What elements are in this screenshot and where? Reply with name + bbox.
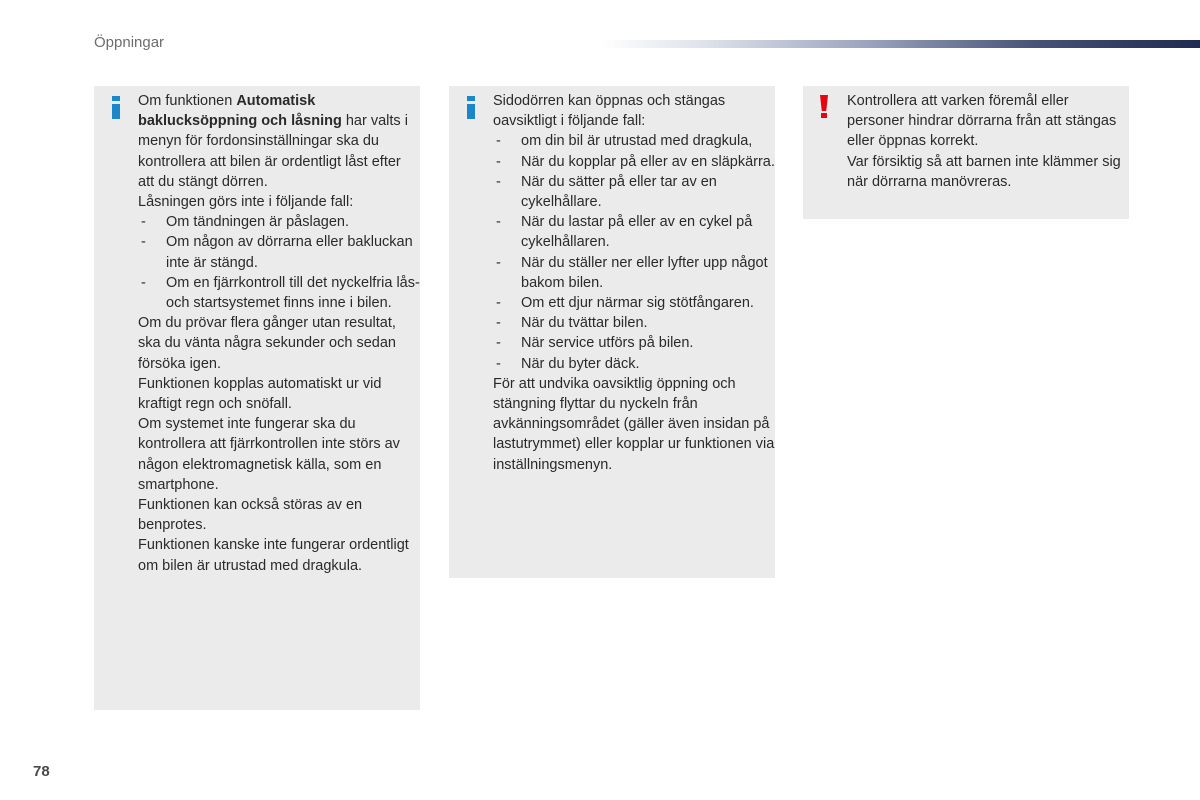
header-gradient-bar bbox=[600, 40, 1200, 48]
paragraph: Funktionen kanske inte fungerar ordentligt om bilen är utrustad med dragkula. bbox=[138, 537, 409, 574]
warning-box-content bbox=[847, 91, 1129, 192]
list-item: - om din bil är utrustad med dragkula, bbox=[493, 131, 775, 151]
warning-box bbox=[803, 86, 1129, 219]
list-intro: Låsningen görs inte i följande fall: bbox=[138, 194, 354, 211]
paragraph: Funktionen kan också störas av en benprotes. bbox=[138, 497, 363, 534]
info-icon bbox=[467, 96, 475, 118]
section-title: Öppningar bbox=[94, 34, 165, 51]
info-box-content bbox=[138, 91, 420, 576]
page-number: 78 bbox=[33, 763, 50, 780]
condition-list bbox=[493, 131, 775, 373]
intro-paragraph: Sidodörren kan öppnas och stängas oavsiktligt i följande fall: bbox=[493, 93, 726, 130]
list-item: - Om en fjärrkontroll till det nyckelfria lås- och startsystemet finns inne i bilen. bbox=[138, 273, 420, 313]
warning-icon bbox=[820, 95, 828, 119]
paragraph: Var försiktig så att barnen inte klämmer sig när dörrarna manövreras. bbox=[847, 153, 1121, 190]
list-item: - När service utförs på bilen. bbox=[493, 333, 775, 353]
intro-text-continued: har valts i menyn för fordonsinställningar ska du kontrollera att bilen är ordentligt låst efter att du stängt dörren. bbox=[138, 113, 408, 190]
list-item: - Om ett djur närmar sig stötfångaren. bbox=[493, 293, 775, 313]
info-box-content bbox=[493, 91, 775, 475]
intro-text: Om funktionen bbox=[138, 93, 237, 109]
intro-paragraph bbox=[138, 91, 420, 192]
list-item: - Om någon av dörrarna eller bakluckan inte är stängd. bbox=[138, 232, 420, 272]
paragraph: Kontrollera att varken föremål eller personer hindrar dörrarna från att stängas eller öppnas korrekt. bbox=[847, 93, 1117, 150]
info-box-side-door bbox=[449, 86, 775, 578]
info-icon bbox=[112, 96, 120, 118]
intro-bold-text: Automatisk baklucksöppning och låsning bbox=[138, 93, 342, 130]
outro-paragraph: För att undvika oavsiktlig öppning och stängning flyttar du nyckeln från avkänningsområdet (gäller även insidan på lastutrymmet) eller kopplar ur funktionen via inställningsmenyn. bbox=[493, 375, 775, 473]
info-box-automatic-tailgate bbox=[94, 86, 420, 710]
list-item: - När du kopplar på eller av en släpkärra. bbox=[493, 152, 775, 172]
list-item: - Om tändningen är påslagen. bbox=[138, 212, 420, 232]
list-item: - När du tvättar bilen. bbox=[493, 313, 775, 333]
condition-list bbox=[138, 212, 420, 313]
list-item: - När du lastar på eller av en cykel på cykelhållaren. bbox=[493, 212, 775, 252]
paragraph: Om du prövar flera gånger utan resultat, ska du vänta några sekunder och sedan försöka igen. bbox=[138, 315, 396, 372]
list-item: - När du byter däck. bbox=[493, 354, 775, 374]
list-item: - När du sätter på eller tar av en cykelhållare. bbox=[493, 172, 775, 212]
list-item: - När du ställer ner eller lyfter upp något bakom bilen. bbox=[493, 253, 775, 293]
paragraph: Om systemet inte fungerar ska du kontrollera att fjärrkontrollen inte störs av någon elektromagnetisk källa, som en smartphone. bbox=[138, 416, 400, 493]
paragraph: Funktionen kopplas automatiskt ur vid kraftigt regn och snöfall. bbox=[138, 375, 382, 413]
